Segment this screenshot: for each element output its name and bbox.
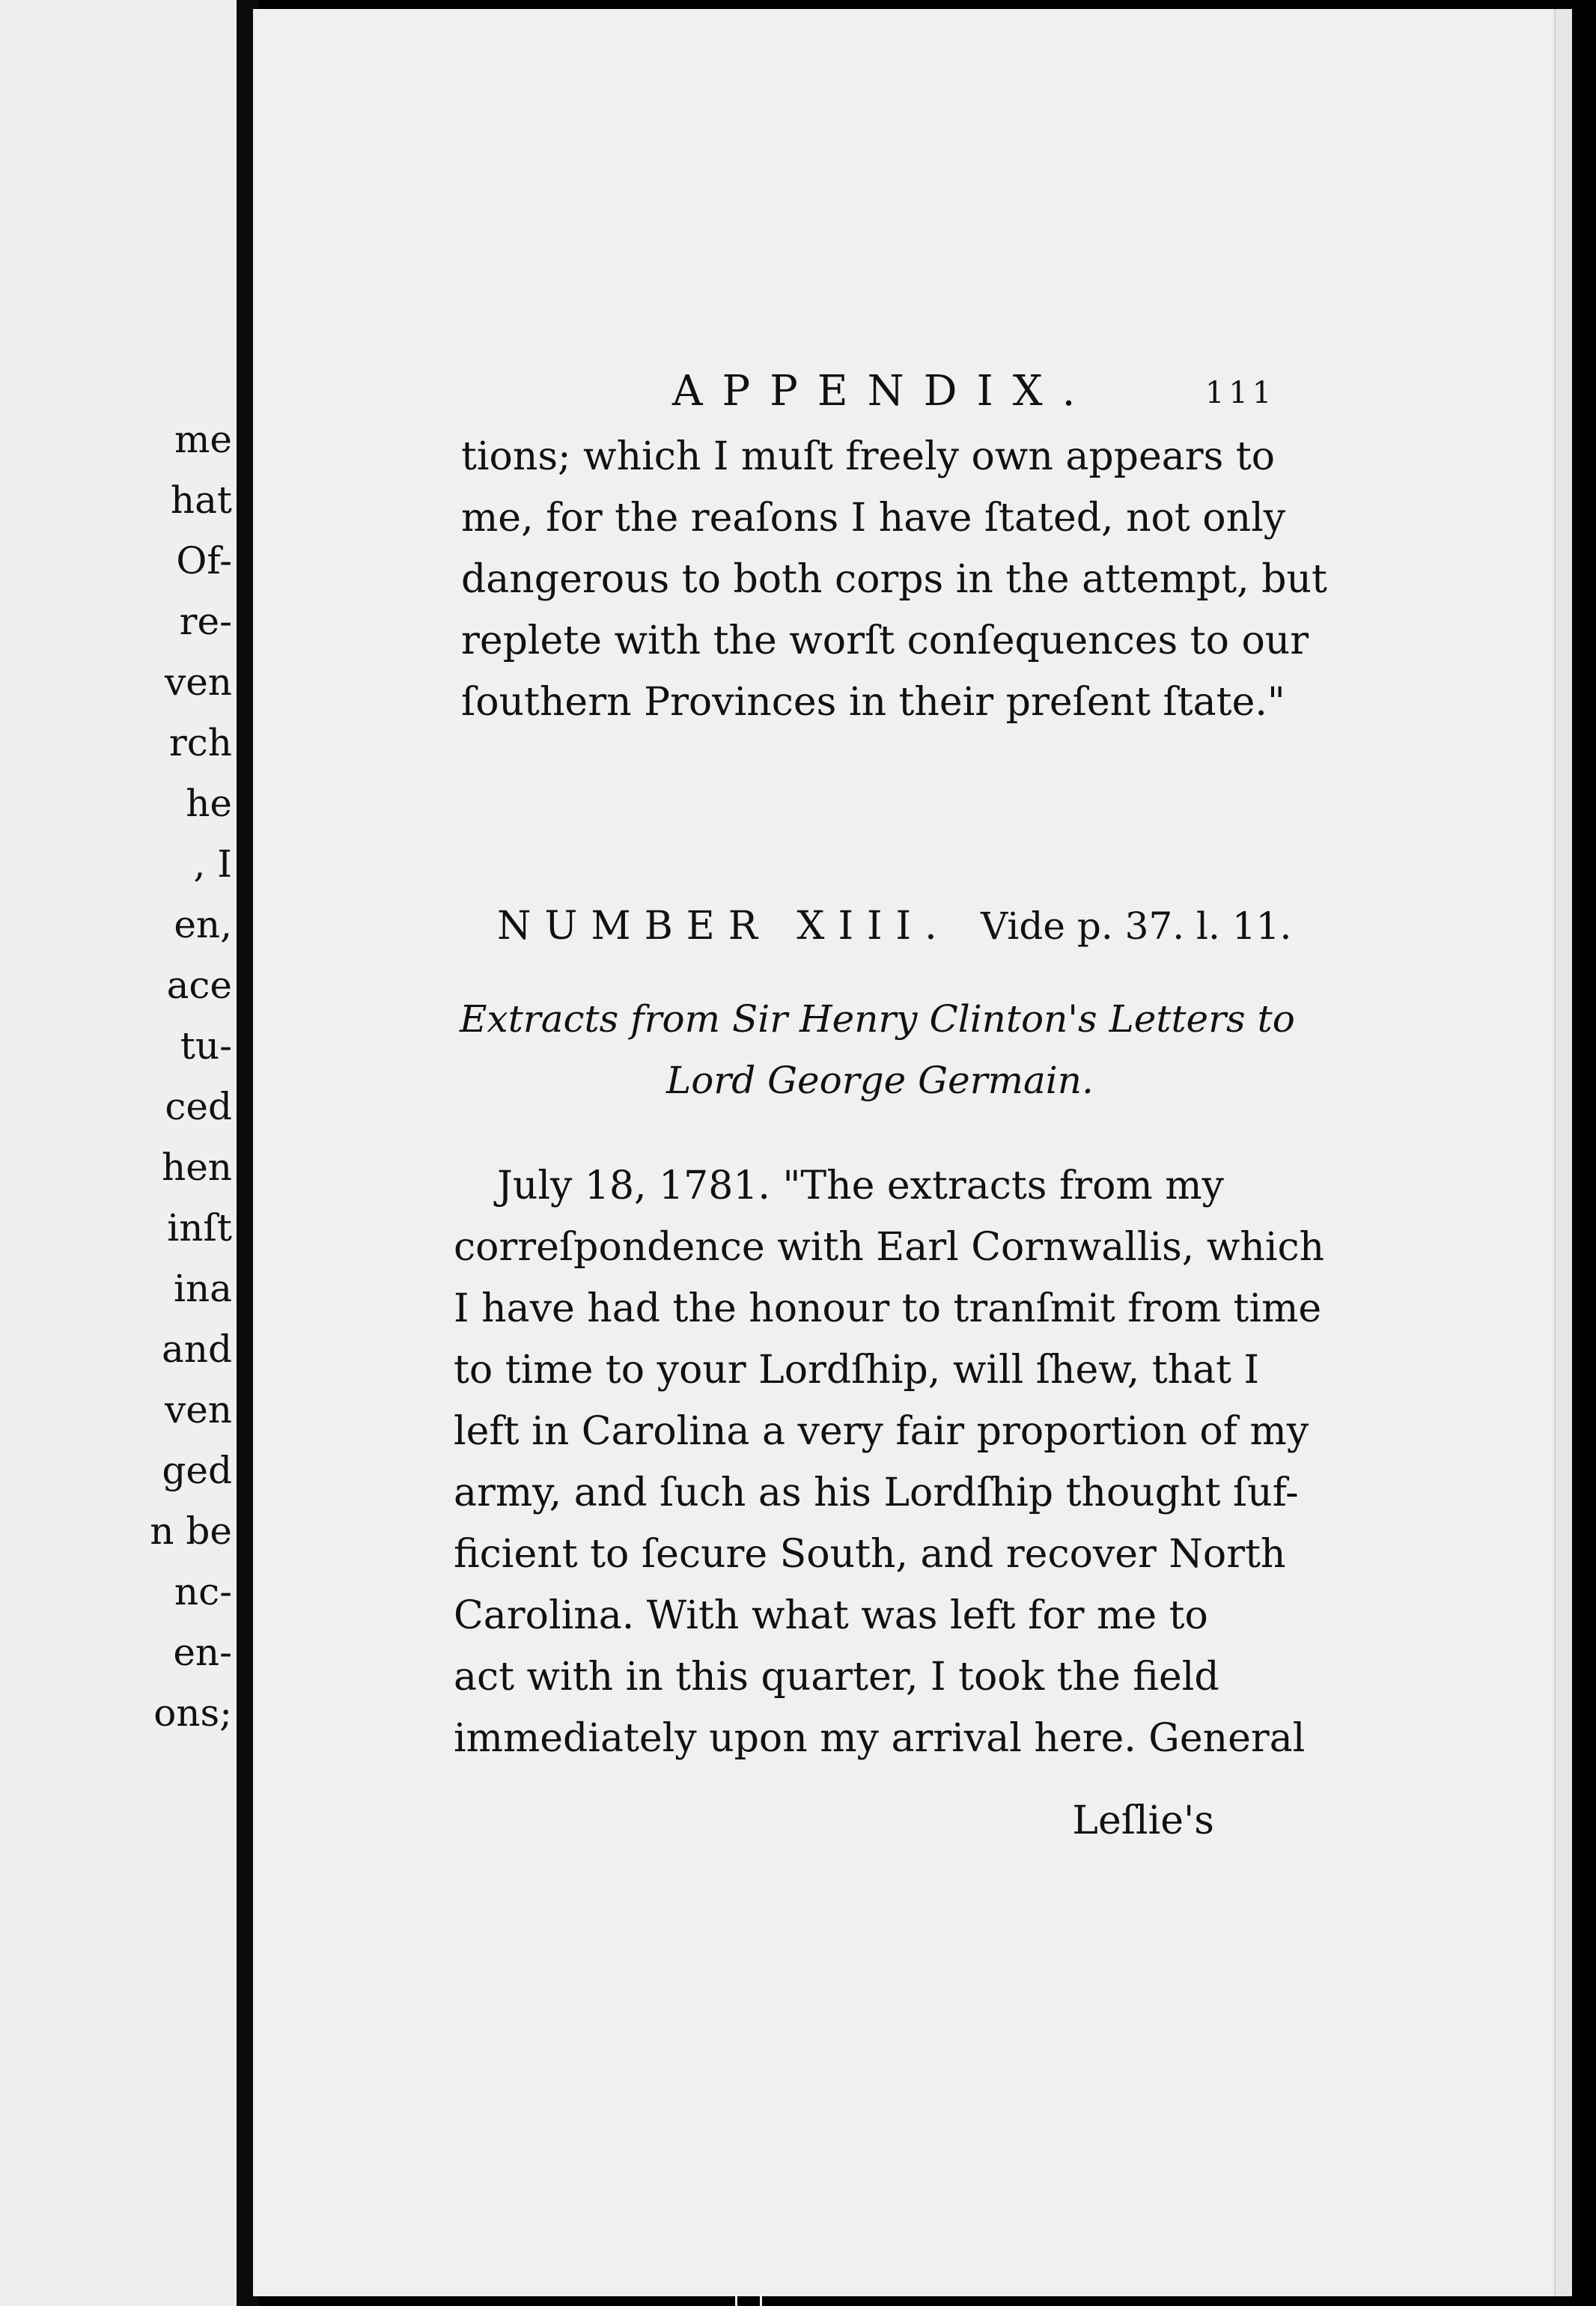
text-line: me, for the reaſons I have ſtated, not only: [461, 496, 1286, 541]
left-line-ending: Of-: [176, 539, 232, 582]
left-line-ending: ace: [166, 964, 232, 1007]
left-facing-page: [0, 0, 237, 2306]
text-line: army, and ſuch as his Lordſhip thought ſuf-: [454, 1470, 1299, 1515]
left-line-ending: inſt: [167, 1206, 232, 1250]
left-line-ending: en-: [173, 1631, 232, 1674]
left-line-ending: he: [186, 782, 232, 825]
text-line: ficient to ſecure South, and recover North: [454, 1532, 1286, 1577]
right-page: [253, 9, 1572, 2296]
scan-artifact-mark: [735, 2284, 762, 2306]
text-line: Carolina. With what was left for me to: [454, 1593, 1208, 1638]
text-line: immediately upon my arrival here. General: [454, 1716, 1306, 1761]
left-line-ending: , I: [193, 842, 232, 886]
left-line-ending: hen: [162, 1146, 232, 1189]
catchword: Leſlie's: [1072, 1798, 1214, 1843]
page-number: 111: [1205, 376, 1276, 410]
text-line: act with in this quarter, I took the field: [454, 1655, 1219, 1700]
left-line-ending: ina: [173, 1267, 232, 1310]
section-number: NUMBER XIII.: [497, 904, 951, 949]
text-line: to time to your Lordſhip, will ſhew, that I: [454, 1348, 1260, 1393]
left-line-ending: me: [174, 418, 232, 461]
section-subtitle-line: Extracts from Sir Henry Clinton's Letters to: [460, 997, 1295, 1041]
left-line-ending: rch: [168, 721, 232, 764]
left-line-ending: nc-: [174, 1570, 232, 1613]
text-line: ſouthern Provinces in their preſent ſtate.": [461, 680, 1285, 725]
text-line: July 18, 1781. "The extracts from my: [497, 1163, 1224, 1208]
left-line-ending: ven: [164, 660, 232, 704]
text-line: correſpondence with Earl Cornwallis, which: [454, 1225, 1325, 1270]
left-line-ending: and: [161, 1327, 232, 1371]
left-line-ending: ons;: [153, 1691, 232, 1735]
text-line: left in Carolina a very fair proportion of my: [454, 1409, 1309, 1454]
text-line: I have had the honour to tranſmit from time: [454, 1286, 1322, 1331]
left-line-ending: ged: [162, 1449, 232, 1492]
section-heading: [497, 904, 1291, 949]
section-reference: Vide p. 37. l. 11.: [981, 904, 1292, 948]
left-line-ending: n be: [150, 1509, 232, 1553]
left-line-ending: ven: [164, 1388, 232, 1432]
text-line: replete with the worſt conſequences to our: [461, 618, 1309, 663]
left-line-ending: re-: [179, 600, 232, 643]
section-subtitle-line: Lord George Germain.: [666, 1059, 1094, 1102]
left-line-ending: ced: [165, 1085, 232, 1128]
page-edge: [1554, 9, 1572, 2296]
text-line: dangerous to both corps in the attempt, but: [461, 557, 1327, 602]
left-line-ending: hat: [170, 478, 232, 522]
text-line: tions; which I muſt freely own appears to: [461, 434, 1276, 479]
page-header: [253, 353, 1572, 416]
left-line-ending: en,: [174, 903, 232, 946]
left-line-ending: tu-: [180, 1024, 232, 1068]
running-head: APPENDIX.: [672, 367, 1095, 416]
